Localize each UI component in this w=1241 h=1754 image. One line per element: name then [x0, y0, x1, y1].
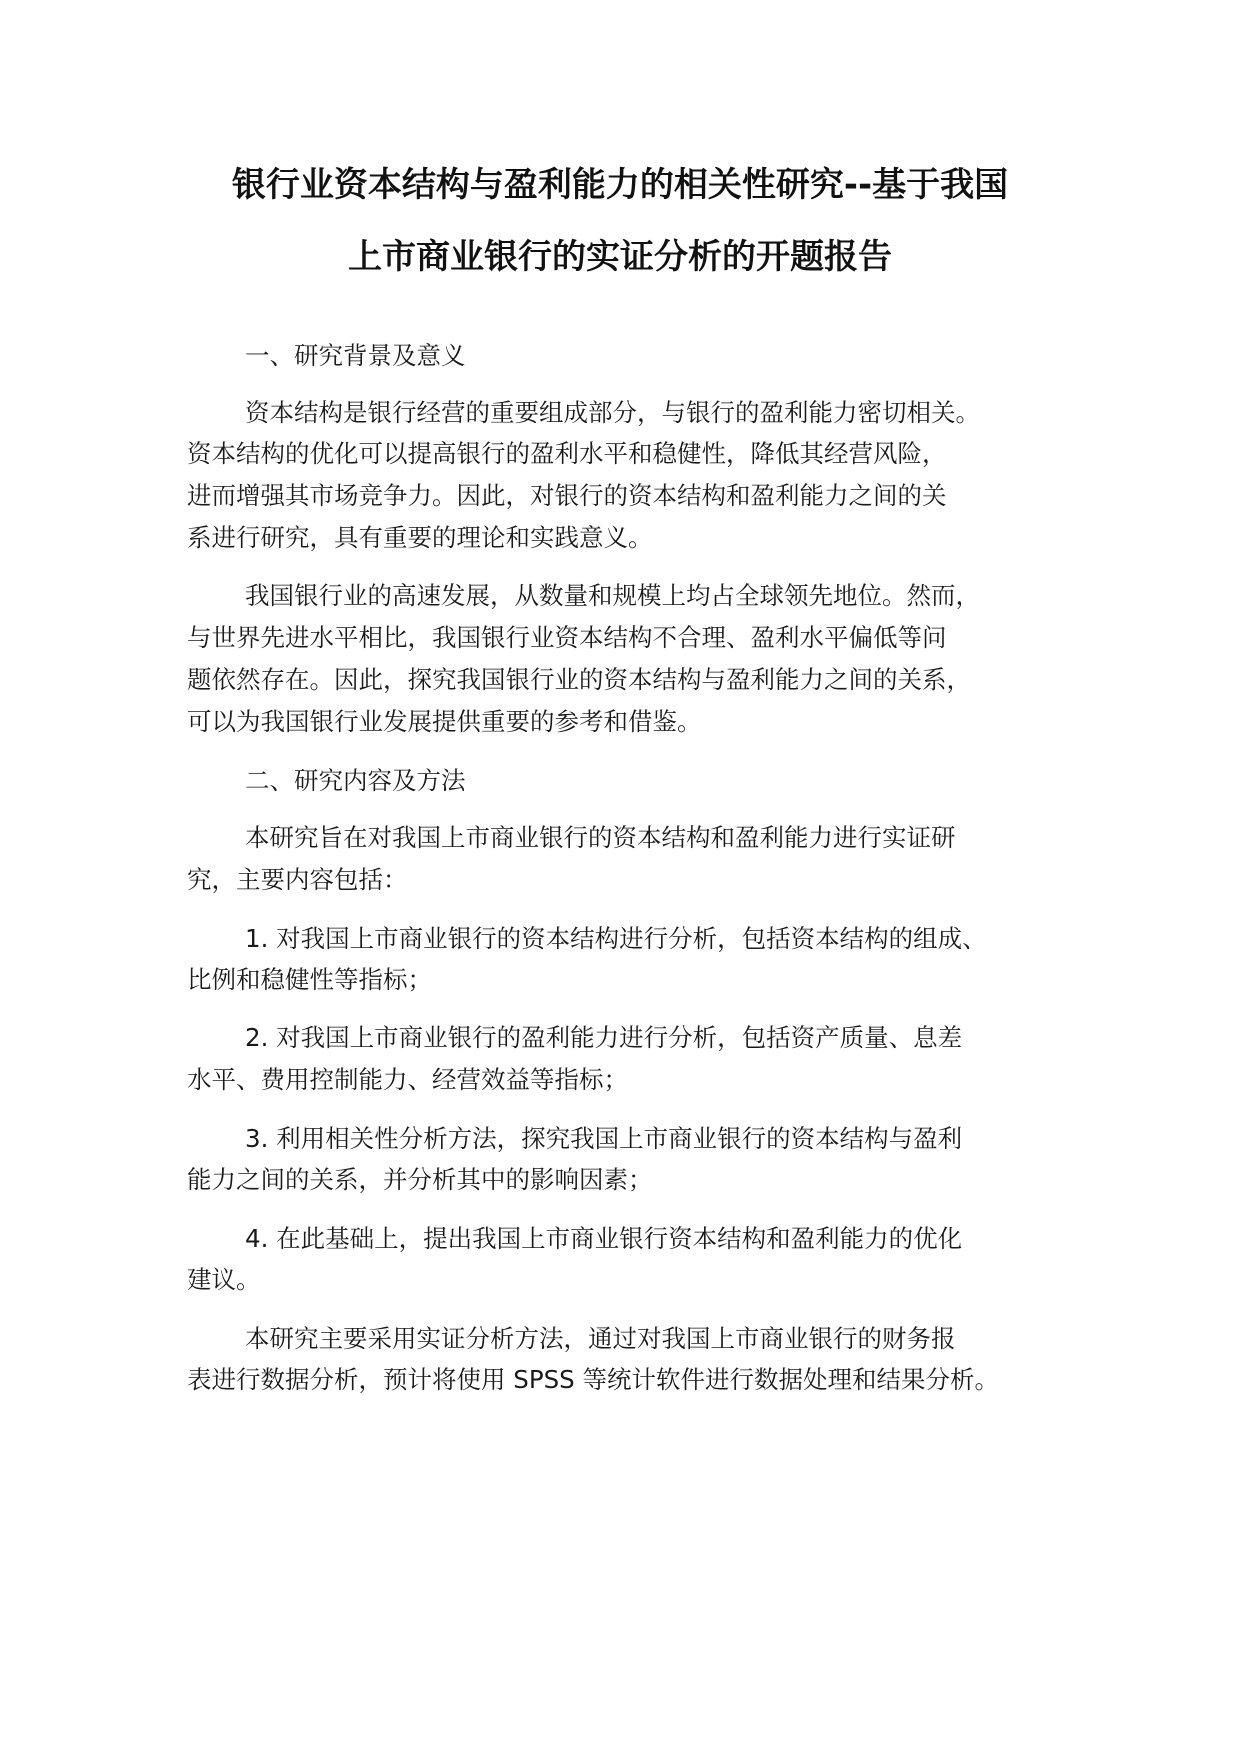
paragraph-line: 我国银行业的高速发展，从数量和规模上均占全球领先地位。然而，	[245, 581, 980, 610]
section-heading-background: 一、研究背景及意义	[245, 341, 466, 370]
paragraph-line: 题依然存在。因此，探究我国银行业的资本结构与盈利能力之间的关系，	[187, 665, 971, 694]
paragraph-line: 究，主要内容包括：	[187, 865, 408, 894]
paragraph-line: 本研究旨在对我国上市商业银行的资本结构和盈利能力进行实证研	[245, 823, 956, 852]
list-item-line: 2. 对我国上市商业银行的盈利能力进行分析，包括资产质量、息差	[245, 1023, 963, 1052]
paragraph-line: 表进行数据分析，预计将使用 SPSS 等统计软件进行数据处理和结果分析。	[187, 1365, 1000, 1394]
list-item-line: 1. 对我国上市商业银行的资本结构进行分析，包括资本结构的组成、	[245, 924, 987, 953]
list-item-line: 水平、费用控制能力、经营效益等指标；	[187, 1065, 628, 1094]
list-item-line: 能力之间的关系，并分析其中的影响因素；	[187, 1165, 653, 1194]
list-item-line: 3. 利用相关性分析方法，探究我国上市商业银行的资本结构与盈利	[245, 1124, 963, 1153]
document-title-line-1: 银行业资本结构与盈利能力的相关性研究--基于我国	[231, 165, 1009, 205]
document-title-line-2: 上市商业银行的实证分析的开题报告	[348, 237, 892, 277]
paragraph-line: 资本结构的优化可以提高银行的盈利水平和稳健性，降低其经营风险，	[187, 439, 947, 468]
section-heading-content-method: 二、研究内容及方法	[245, 766, 466, 795]
paragraph-line: 系进行研究，具有重要的理论和实践意义。	[187, 523, 653, 552]
list-item-line: 建议。	[187, 1265, 261, 1294]
paragraph-line: 可以为我国银行业发展提供重要的参考和借鉴。	[187, 707, 702, 736]
paragraph-line: 与世界先进水平相比，我国银行业资本结构不合理、盈利水平偏低等问	[187, 623, 947, 652]
paragraph-line: 本研究主要采用实证分析方法，通过对我国上市商业银行的财务报	[245, 1324, 956, 1353]
paragraph-line: 资本结构是银行经营的重要组成部分，与银行的盈利能力密切相关。	[245, 398, 980, 427]
list-item-line: 比例和稳健性等指标；	[187, 965, 432, 994]
paragraph-line: 进而增强其市场竞争力。因此，对银行的资本结构和盈利能力之间的关	[187, 481, 947, 510]
list-item-line: 4. 在此基础上，提出我国上市商业银行资本结构和盈利能力的优化	[245, 1224, 963, 1253]
